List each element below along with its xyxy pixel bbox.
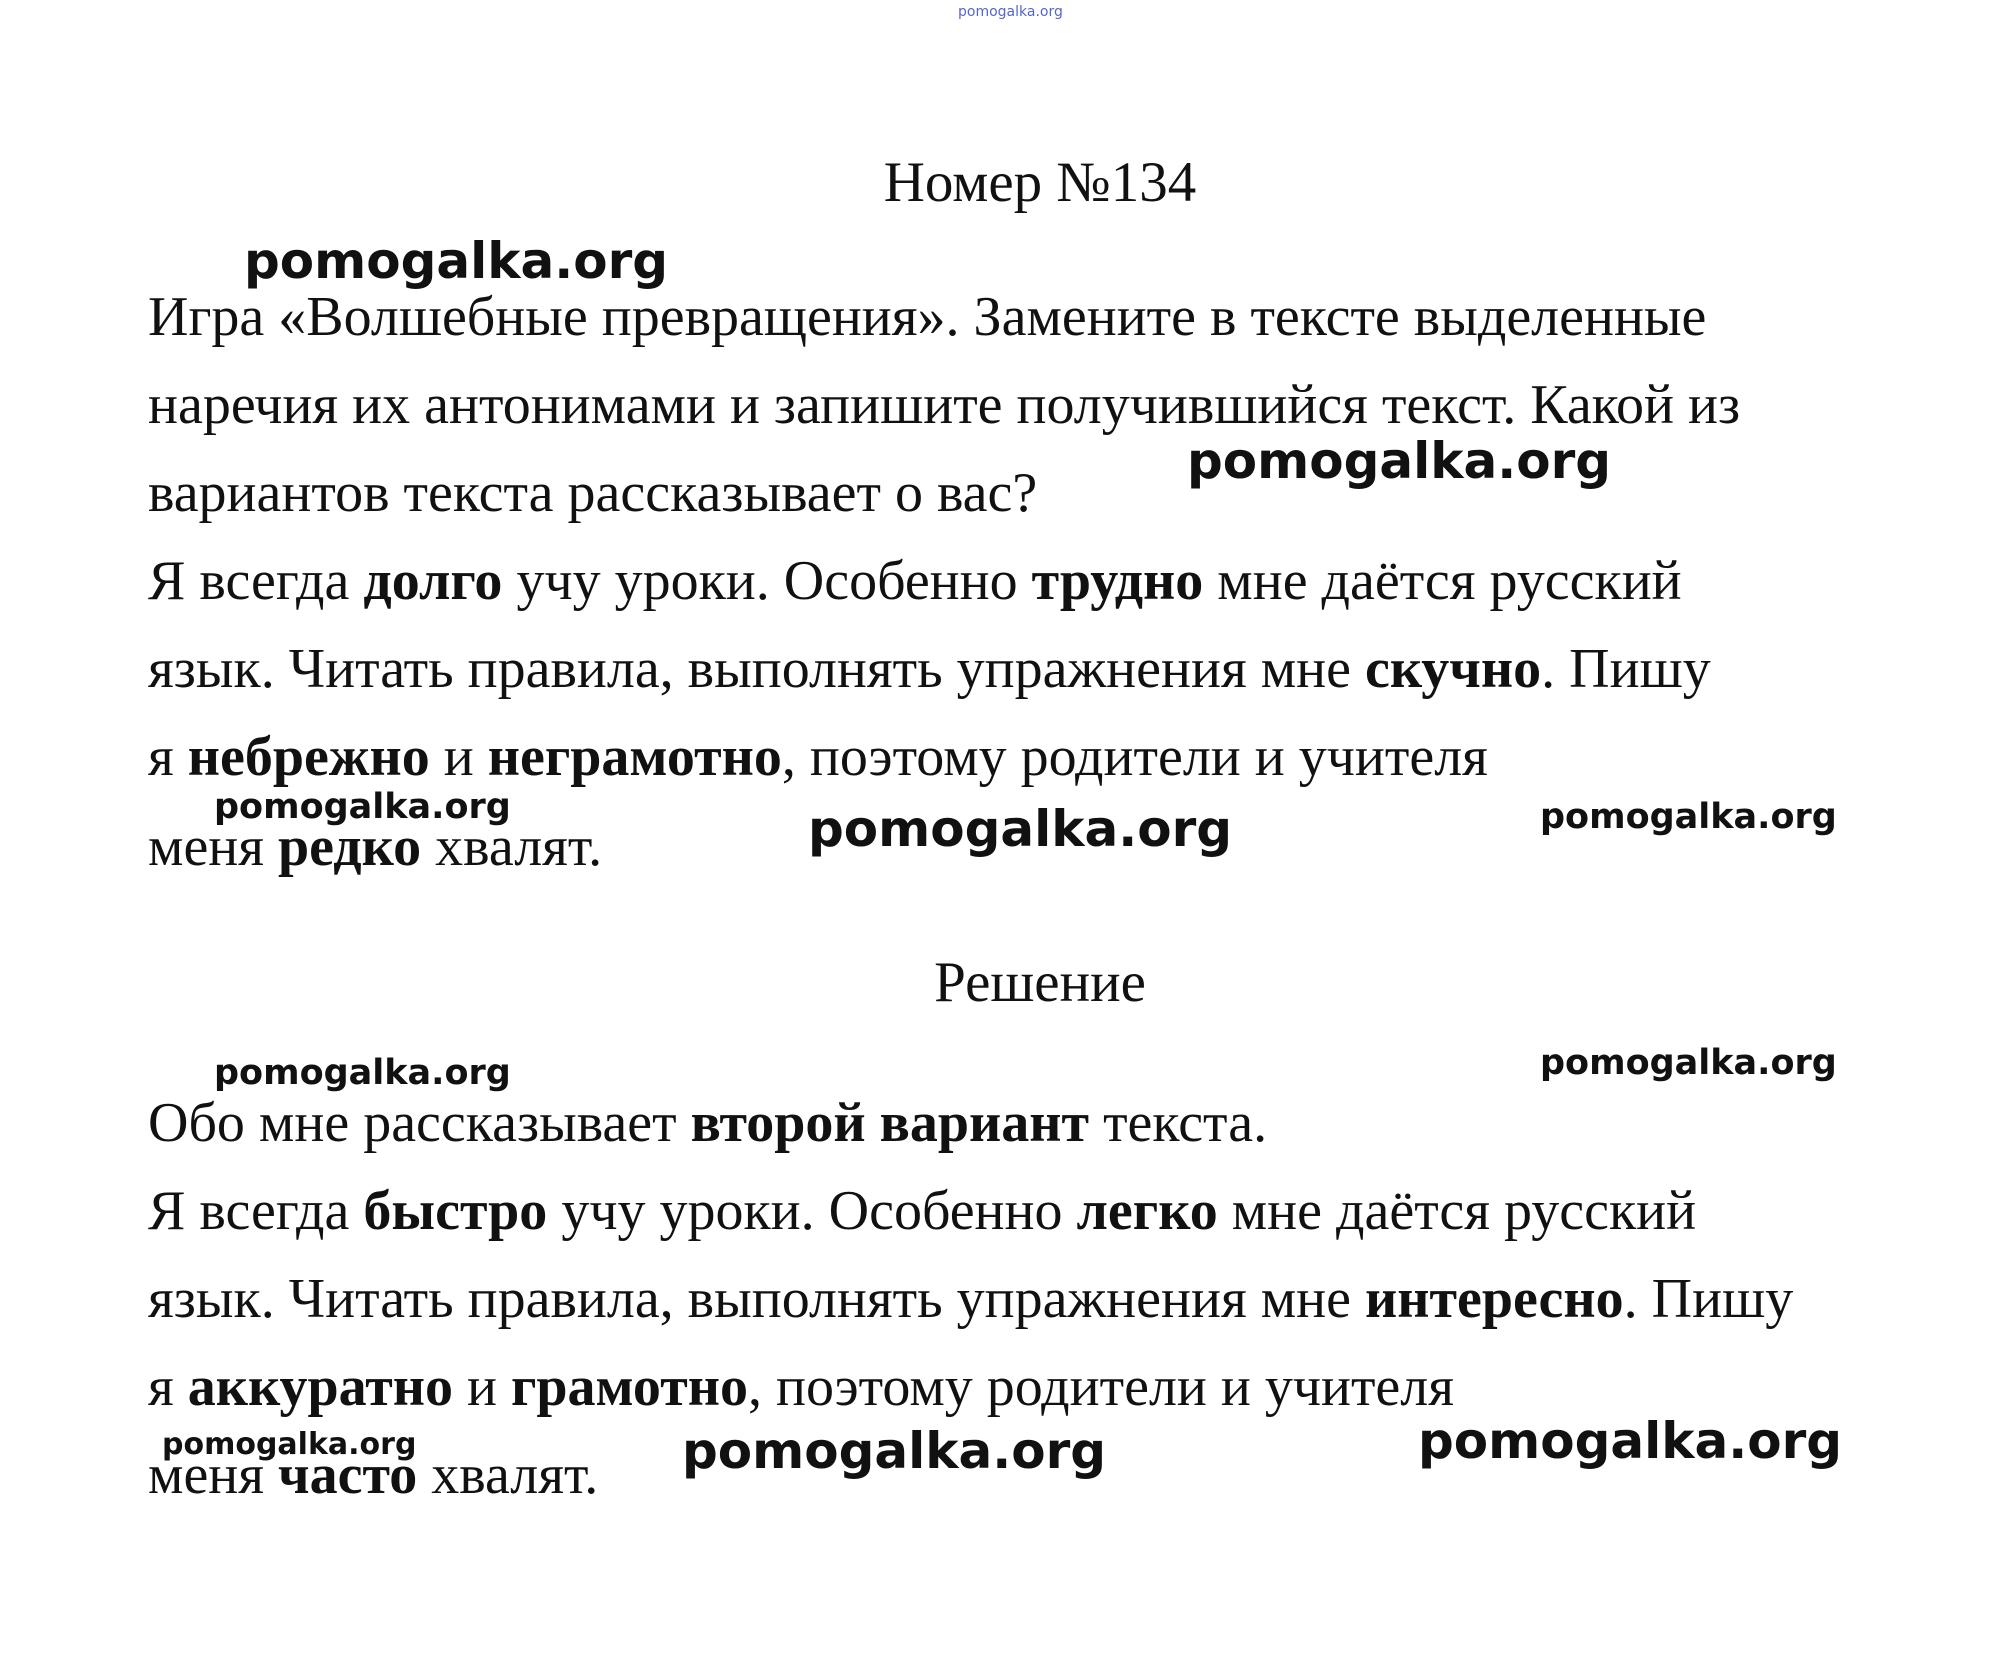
solution-line-1: [148, 1178, 1696, 1244]
watermark: pomogalka.org: [1418, 1412, 1843, 1470]
solution-line-4: [148, 1442, 598, 1508]
text-span: хвалят.: [417, 1444, 599, 1506]
text-span: текста.: [1089, 1092, 1268, 1154]
highlighted-adverb: редко: [278, 816, 422, 878]
text-span: Я всегда: [148, 550, 364, 612]
text-span: я: [148, 1356, 188, 1418]
original-line-4: [148, 814, 602, 880]
watermark-top: pomogalka.org: [958, 4, 1063, 20]
text-span: язык. Читать правила, выполнять упражнения мне: [148, 638, 1365, 700]
text-span: мне даётся русский: [1217, 1180, 1697, 1242]
highlighted-adverb: небрежно: [187, 726, 430, 788]
answer-line: [148, 1090, 1267, 1156]
text-span: учу уроки. Особенно: [547, 1180, 1077, 1242]
watermark: pomogalka.org: [1187, 432, 1612, 490]
solution-line-3: [148, 1354, 1454, 1420]
original-line-2: [148, 636, 1711, 702]
page-title: Номер №134: [883, 151, 1197, 214]
highlighted-adverb: легко: [1076, 1180, 1218, 1242]
text-span: и: [452, 1356, 511, 1418]
highlighted-adverb: интересно: [1364, 1268, 1624, 1330]
text-span: мне даётся русский: [1203, 550, 1682, 612]
solution-line-2: [148, 1266, 1793, 1332]
original-line-3: [148, 724, 1488, 790]
task-line-3: вариантов текста рассказывает о вас?: [148, 462, 1038, 524]
text-span: , поэтому родители и учителя: [781, 726, 1488, 788]
answer-highlight: второй вариант: [690, 1092, 1090, 1154]
watermark: pomogalka.org: [162, 1427, 417, 1462]
text-span: Обо мне рассказывает: [148, 1092, 691, 1154]
text-span: я: [148, 726, 188, 788]
text-span: Я всегда: [148, 1180, 364, 1242]
watermark: pomogalka.org: [808, 800, 1233, 858]
highlighted-adverb: неграмотно: [487, 726, 782, 788]
highlighted-adverb: часто: [278, 1444, 418, 1506]
text-span: . Пишу: [1623, 1268, 1794, 1330]
text-span: хвалят.: [421, 816, 603, 878]
task-line-2: наречия их антонимами и запишите получившийся текст. Какой из: [148, 374, 1741, 436]
watermark: pomogalka.org: [1540, 1043, 1837, 1083]
text-span: меня: [148, 1444, 279, 1506]
text-span: . Пишу: [1541, 638, 1711, 700]
highlighted-adverb: быстро: [363, 1180, 548, 1242]
solution-heading: Решение: [934, 951, 1146, 1014]
task-line-1: Игра «Волшебные превращения». Замените в тексте выделенные: [148, 286, 1707, 348]
watermark: pomogalka.org: [1540, 797, 1837, 837]
text-span: учу уроки. Особенно: [502, 550, 1032, 612]
text-span: , поэтому родители и учителя: [747, 1356, 1454, 1418]
highlighted-adverb: аккуратно: [187, 1356, 453, 1418]
highlighted-adverb: скучно: [1364, 638, 1542, 700]
watermark: pomogalka.org: [682, 1422, 1107, 1480]
text-span: меня: [148, 816, 279, 878]
watermark: pomogalka.org: [214, 1053, 511, 1093]
original-line-1: [148, 548, 1682, 614]
text-span: и: [429, 726, 488, 788]
highlighted-adverb: трудно: [1031, 550, 1204, 612]
highlighted-adverb: долго: [363, 550, 503, 612]
highlighted-adverb: грамотно: [510, 1356, 748, 1418]
watermark: pomogalka.org: [244, 232, 669, 290]
text-span: язык. Читать правила, выполнять упражнения мне: [148, 1268, 1365, 1330]
watermark: pomogalka.org: [214, 787, 511, 827]
